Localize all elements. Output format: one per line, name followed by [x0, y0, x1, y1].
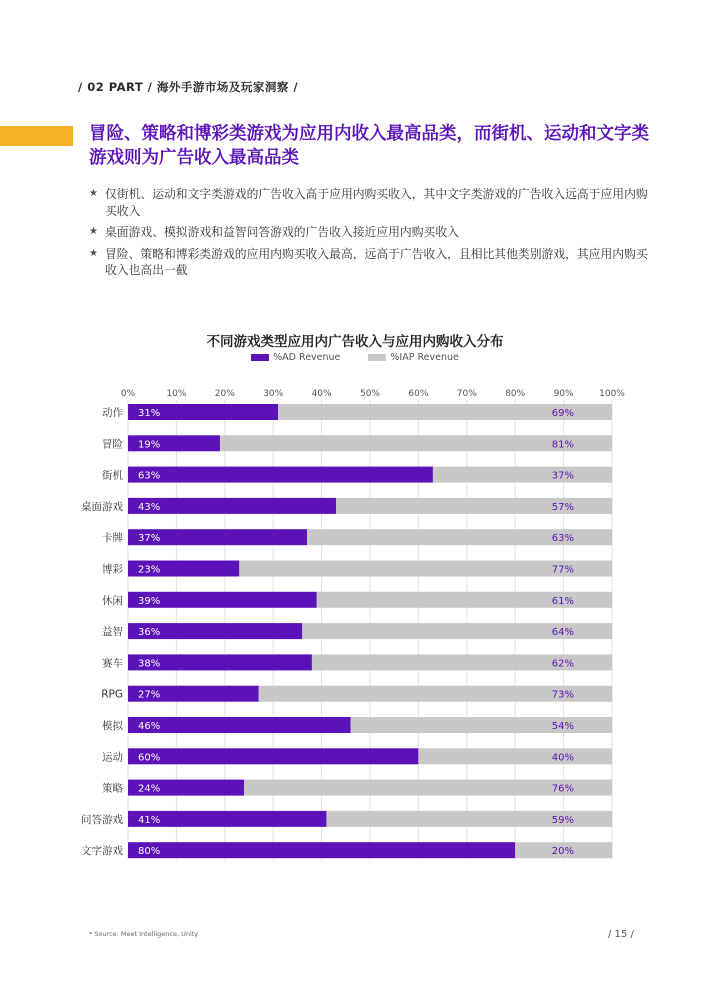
- bullet-text: 冒险、策略和博彩类游戏的应用内购买收入最高，远高于广告收入，且相比其他类别游戏，其应用内购买收入也高出一截: [105, 246, 648, 277]
- bullet-text: 桌面游戏、模拟游戏和益智问答游戏的广告收入接近应用内购买收入: [105, 225, 459, 239]
- star-icon: ★: [89, 247, 98, 259]
- x-tick-label: 40%: [311, 389, 332, 399]
- bar-ad: [128, 842, 515, 858]
- category-label: 模拟: [102, 720, 123, 732]
- data-label-ad: 60%: [138, 752, 161, 764]
- category-label: 策略: [102, 782, 123, 795]
- data-label-iap: 76%: [551, 783, 574, 795]
- category-label: 休闲: [102, 594, 123, 607]
- bar-iap: [433, 467, 612, 483]
- bar-ad: [128, 717, 351, 733]
- category-label: RPG: [101, 688, 123, 701]
- category-label: 问答游戏: [81, 813, 123, 826]
- star-icon: ★: [89, 226, 98, 237]
- category-label: 益智: [102, 626, 123, 639]
- data-label-ad: 31%: [138, 408, 161, 419]
- data-label-iap: 59%: [551, 814, 574, 826]
- bullet-text: 仅街机、运动和文字类游戏的广告收入高于应用内购买收入，其中文字类游戏的广告收入远高于应用内购买收入: [105, 187, 648, 218]
- data-label-iap: 57%: [551, 501, 574, 513]
- data-label-iap: 77%: [551, 564, 574, 576]
- data-label-ad: 24%: [138, 783, 161, 795]
- data-label-ad: 36%: [138, 627, 161, 639]
- x-tick-label: 80%: [505, 389, 526, 399]
- category-label: 文字游戏: [81, 845, 123, 858]
- data-label-iap: 81%: [551, 439, 574, 451]
- x-tick-label: 30%: [263, 389, 284, 399]
- data-label-ad: 39%: [138, 595, 161, 607]
- category-label: 动作: [102, 407, 123, 419]
- headline: 冒险、策略和博彩类游戏为应用内收入最高品类，而街机、运动和文字类游戏则为广告收入最高品类: [89, 124, 649, 168]
- bar-ad: [128, 467, 433, 483]
- x-tick-label: 0%: [120, 389, 136, 399]
- data-label-ad: 37%: [138, 533, 161, 545]
- x-tick-label: 70%: [456, 389, 477, 399]
- category-label: 卡牌: [102, 532, 123, 545]
- data-label-iap: 64%: [551, 627, 574, 639]
- x-tick-label: 100%: [599, 389, 625, 399]
- source-note: * Source: Meet Intelligence, Unity: [89, 930, 199, 938]
- part-header: / 02 PART / 海外手游市场及玩家洞察 /: [78, 80, 299, 94]
- category-label: 赛车: [102, 657, 123, 670]
- x-tick-label: 20%: [214, 389, 235, 399]
- data-label-ad: 80%: [138, 846, 161, 858]
- data-label-ad: 41%: [138, 814, 161, 826]
- chart-title: 不同游戏类型应用内广告收入与应用内购收入分布: [206, 334, 504, 350]
- legend-label-iap: %IAP Revenue: [390, 352, 459, 363]
- data-label-iap: 69%: [551, 408, 574, 419]
- x-tick-label: 90%: [553, 389, 574, 399]
- star-icon: ★: [89, 188, 98, 199]
- data-label-ad: 27%: [138, 689, 161, 701]
- data-label-ad: 63%: [138, 470, 161, 482]
- data-label-iap: 54%: [551, 721, 574, 732]
- data-label-ad: 43%: [138, 501, 161, 513]
- data-label-ad: 46%: [138, 721, 161, 732]
- data-label-iap: 37%: [551, 470, 574, 482]
- category-label: 冒险: [102, 438, 123, 451]
- bar-ad: [128, 748, 418, 764]
- category-label: 桌面游戏: [81, 500, 123, 513]
- data-label-ad: 23%: [138, 564, 161, 576]
- data-label-ad: 19%: [138, 439, 161, 451]
- data-label-ad: 38%: [138, 658, 161, 670]
- data-label-iap: 62%: [551, 658, 574, 670]
- category-label: 街机: [102, 469, 123, 482]
- category-label: 博彩: [102, 563, 123, 576]
- data-label-iap: 61%: [551, 595, 574, 607]
- data-label-iap: 40%: [551, 752, 574, 764]
- data-label-iap: 73%: [551, 689, 574, 701]
- category-label: 运动: [102, 751, 123, 764]
- x-tick-label: 60%: [408, 389, 429, 399]
- bar-iap: [418, 748, 612, 764]
- legend-label-ad: %AD Revenue: [273, 352, 341, 363]
- x-tick-label: 50%: [359, 389, 381, 399]
- data-label-iap: 20%: [551, 846, 574, 858]
- x-tick-label: 10%: [166, 389, 187, 399]
- data-label-iap: 63%: [551, 533, 574, 545]
- page-number: / 15 /: [608, 929, 634, 940]
